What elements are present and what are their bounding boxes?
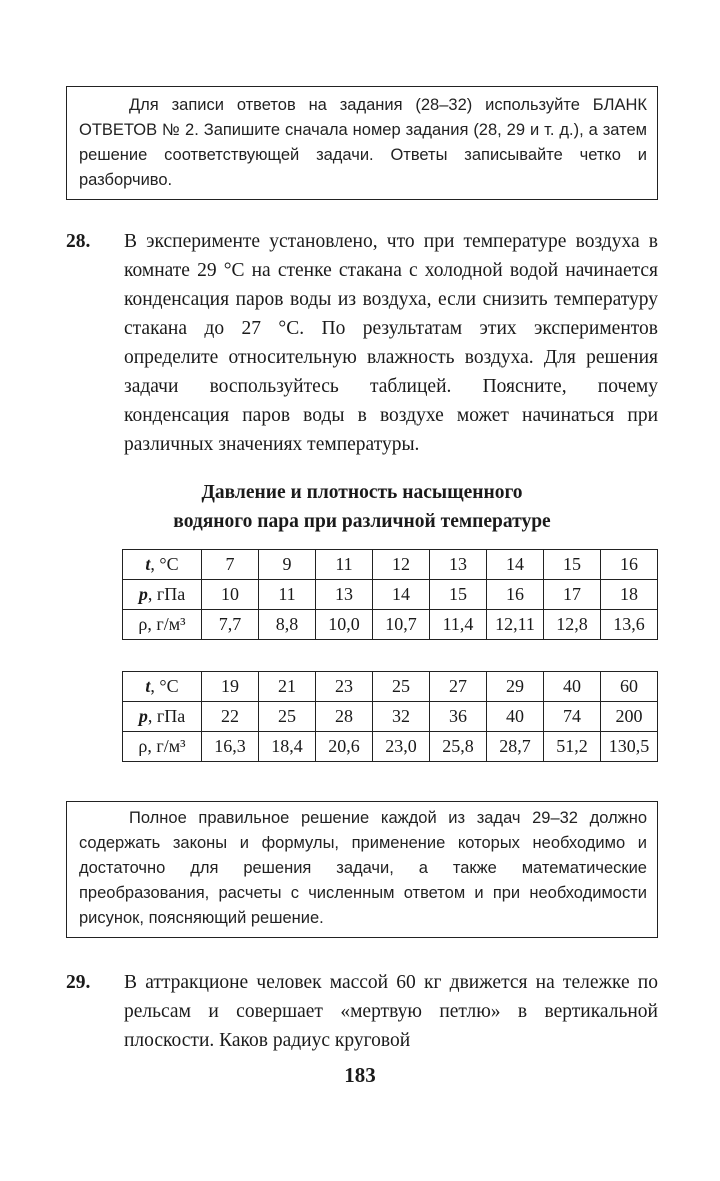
row-header-temp <box>123 550 202 580</box>
table-cell: 10,7 <box>373 610 430 640</box>
table-cell: 13 <box>430 550 487 580</box>
table-cell: 200 <box>601 702 658 732</box>
vapor-table-1 <box>122 549 658 640</box>
table-cell: 23 <box>316 672 373 702</box>
table-cell: 11 <box>259 580 316 610</box>
table-cell: 7,7 <box>202 610 259 640</box>
table-cell: 74 <box>544 702 601 732</box>
row-header-temp <box>123 672 202 702</box>
table-cell: 10 <box>202 580 259 610</box>
row-header-symbol: t <box>145 554 151 574</box>
task-28-text: В эксперименте установлено, что при температуре воздуха в комнате 29 °С на стенке стакана с холодной водой начинается конденсация паров воды из воздуха, если снизить температуру стакана до 27 °С. По результатам этих экспериментов определите относительную влажность воздуха. Для решения задачи воспользуйтесь таблицей. Поясните, почему конденсация паров воды в воздухе может начинаться при различных значениях температуры. <box>124 231 658 455</box>
table-cell: 14 <box>487 550 544 580</box>
table-cell: 12,11 <box>487 610 544 640</box>
table-cell: 18,4 <box>259 732 316 762</box>
table-cell: 19 <box>202 672 259 702</box>
row-header-symbol: p <box>138 584 148 604</box>
table-cell: 18 <box>601 580 658 610</box>
table-cell: 16 <box>487 580 544 610</box>
task-29 <box>66 968 658 1055</box>
table-cell: 10,0 <box>316 610 373 640</box>
task-29-text: В аттракционе человек массой 60 кг движется на тележке по рельсам и совершает «мертвую петлю» в вертикальной плоскости. Каков радиус круговой <box>124 972 658 1051</box>
table-cell: 40 <box>544 672 601 702</box>
table-row-temp <box>123 550 658 580</box>
row-header-symbol: p <box>138 706 148 726</box>
row-header-unit: , °С <box>150 676 179 696</box>
table-cell: 32 <box>373 702 430 732</box>
table-cell: 13 <box>316 580 373 610</box>
vapor-table-2 <box>122 671 658 762</box>
task-29-number: 29. <box>66 972 91 993</box>
table-cell: 12,8 <box>544 610 601 640</box>
table-cell: 17 <box>544 580 601 610</box>
row-header-pressure <box>123 702 202 732</box>
table-cell: 11 <box>316 550 373 580</box>
instructions-solutions-text: Полное правильное решение каждой из задач 29–32 должно содержать законы и формулы, применение которых необходимо и достаточно для решения задачи, а также математические преобразования, расчеты с численным ответом и при необходимости рисунок, поясняющий решение. <box>79 809 647 927</box>
table-cell: 130,5 <box>601 732 658 762</box>
table-cell: 16 <box>601 550 658 580</box>
table-caption <box>66 478 658 536</box>
table-cell: 22 <box>202 702 259 732</box>
table-cell: 7 <box>202 550 259 580</box>
table-cell: 20,6 <box>316 732 373 762</box>
table-cell: 28,7 <box>487 732 544 762</box>
instructions-box-answers <box>66 86 658 200</box>
page-number: 183 <box>344 1063 376 1087</box>
row-header-density: ρ, г/м³ <box>123 610 202 640</box>
table-cell: 23,0 <box>373 732 430 762</box>
table-row-pressure <box>123 580 658 610</box>
table-cell: 36 <box>430 702 487 732</box>
table-cell: 25 <box>373 672 430 702</box>
table-row-pressure <box>123 702 658 732</box>
row-header-unit: , °С <box>150 554 179 574</box>
table-cell: 25,8 <box>430 732 487 762</box>
row-header-unit: , гПа <box>147 706 186 726</box>
row-header-unit: , гПа <box>147 584 186 604</box>
table-cell: 8,8 <box>259 610 316 640</box>
table-cell: 25 <box>259 702 316 732</box>
row-header-pressure <box>123 580 202 610</box>
table-cell: 21 <box>259 672 316 702</box>
table-row-density <box>123 732 658 762</box>
table-cell: 16,3 <box>202 732 259 762</box>
table-cell: 15 <box>544 550 601 580</box>
instructions-box-solutions <box>66 801 658 938</box>
table-cell: 11,4 <box>430 610 487 640</box>
row-header-density: ρ, г/м³ <box>123 732 202 762</box>
table-row-temp <box>123 672 658 702</box>
instructions-answers-text: Для записи ответов на задания (28–32) используйте БЛАНК ОТВЕТОВ № 2. Запишите сначала номер задания (28, 29 и т. д.), а затем решение соответствующей задачи. Ответы записывайте четко и разборчиво. <box>79 96 647 189</box>
table-row-density <box>123 610 658 640</box>
table-cell: 60 <box>601 672 658 702</box>
table-cell: 15 <box>430 580 487 610</box>
table-cell: 29 <box>487 672 544 702</box>
table-cell: 28 <box>316 702 373 732</box>
table-cell: 13,6 <box>601 610 658 640</box>
task-28 <box>66 227 658 459</box>
table-cell: 12 <box>373 550 430 580</box>
table-caption-line-2: водяного пара при различной температуре <box>173 511 551 532</box>
table-cell: 27 <box>430 672 487 702</box>
table-caption-line-1: Давление и плотность насыщенного <box>201 482 523 503</box>
table-cell: 14 <box>373 580 430 610</box>
table-cell: 40 <box>487 702 544 732</box>
table-cell: 9 <box>259 550 316 580</box>
task-28-number: 28. <box>66 231 91 252</box>
row-header-symbol: t <box>145 676 151 696</box>
table-cell: 51,2 <box>544 732 601 762</box>
